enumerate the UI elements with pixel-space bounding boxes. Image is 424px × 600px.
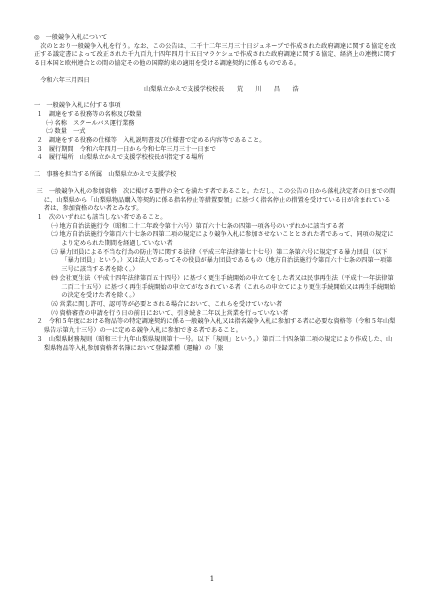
notice-intro: 次のとおり一般競争入札を行う。なお、この公告は、二千十二年三月三十日ジュネーブで作成された政府調達に関する協定を改正する議定書によって改正された千九百九十四年四月十五日マラケシュで作成された政府調達に関する協定、経済上の連携に関する日本国と欧州連合との間の協定その他の国際約束の適用を受ける調達契約に係るものである。 xyxy=(34,42,396,68)
section3-item1-1: ㈠ 地方自治法施行令（昭和二十二年政令第十六号）第百六十七条の四第一項各号のいずれかに該当する者 xyxy=(51,222,345,230)
section1-title: 一 一般競争入札に付する事項 xyxy=(34,102,121,110)
document-page xyxy=(34,34,396,353)
section3-item1-6: ㈥ 資格審査の申請を行う日の前日において、引き続き二年以上営業を行っていない者 xyxy=(51,309,289,317)
page-number: 1 xyxy=(209,575,215,583)
notice-date: 令和六年三月四日 xyxy=(40,76,90,84)
section3-item1: １ 次のいずれにも該当しない者であること。 xyxy=(36,213,167,221)
section2-title: 二 事務を担当する所属 山梨県立かえで支援学校 xyxy=(34,171,177,179)
section3-item2: ２ 令和５年度における物品等の特定調達契約に係る一般競争入札又は指名競争入札に参加する者に必要な資格等（令和５年山梨県告示第九十三号）の一に定める競争入札に参加できる者であること。 xyxy=(36,318,396,335)
section3-item3: ３ 山梨県財務規則（昭和三十九年山梨県規則第十一号。以下「規則」という。）第百二十四条第二項の規定により作成した、山梨県物品等入札参加資格者名簿において登録業種（運輸）の「旅 xyxy=(36,335,393,352)
notice-heading: ◎ 一般競争入札について xyxy=(34,34,108,41)
section3-item1-3: ㈢ 暴力団員による不当な行為の防止等に関する法律（平成三年法律第七十七号）第二条第六号に規定する暴力団員（以下「暴力団員」という。）又は法人であってその役員が暴力団員であるもの（地方自治法施行令第百六十七条の四第一項第三号に該当する者を除く。） xyxy=(51,248,393,274)
section1-item1: １ 調達をする役務等の名称及び数量 xyxy=(36,110,142,118)
section1-item2: ２ 調達をする役務の仕様等 入札説明書及び仕様書で定める内容等であること。 xyxy=(36,137,266,145)
section3-item1-4: ㈣ 会社更生法（平成十四年法律第百五十四号）に基づく更生手続開始の申立てをした者又は民事再生法（平成十一年法律第二百二十五号）に基づく再生手続開始の申立てがなされている者（これらの申立てにより更生手続開始又は再生手続開始の決定を受けた者を除く。） xyxy=(51,274,396,300)
section3-item1-5: ㈤ 営業に関し許可、認可等が必要とされる場合において、これらを受けていない者 xyxy=(51,300,283,308)
section3-item1-2: ㈡ 地方自治法施行令第百六十七条の四第二項の規定により競争入札に参加させないこととされた者であって、同項の規定により定められた期間を経過していない者 xyxy=(51,231,394,248)
section3-title: 三 一般競争入札の参加資格 次に掲げる要件の全てを満たす者であること。ただし、この公告の日から落札決定者の日までの間に、山梨県から「山梨県物品購入等契約に係る指名停止等措置要領」に基づく指名停止の措置を受けている日が含まれている者は、参加資格のない者とみなす。 xyxy=(36,187,396,213)
section1-item3: ３ 履行期間 令和六年四月一日から令和七年三月三十一日まで xyxy=(36,145,216,153)
notice-signature: 山梨県立かえで支援学校校長 荒 川 昌 浩 xyxy=(144,85,299,93)
section1-item1-b: ㈡ 数量 一式 xyxy=(46,128,86,136)
section1-item1-a: ㈠ 名称 スクールバス運行業務 xyxy=(46,119,135,127)
section1-item4: ４ 履行場所 山梨県立かえで支援学校校長が指定する場所 xyxy=(36,154,204,162)
